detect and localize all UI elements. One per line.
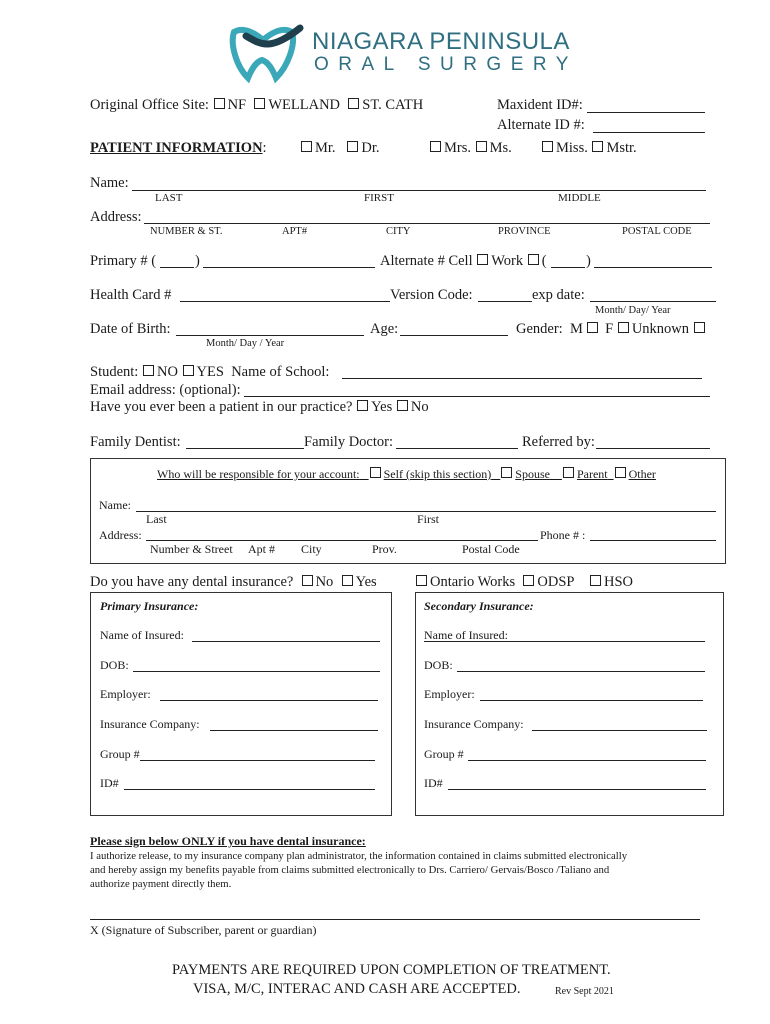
checkbox-unknown[interactable] bbox=[694, 322, 705, 333]
dob-field[interactable] bbox=[176, 335, 364, 336]
logo-line2: ORAL SURGERY bbox=[314, 54, 578, 75]
checkbox-miss[interactable] bbox=[542, 141, 553, 152]
office-site-row bbox=[90, 97, 423, 114]
responsible-phone-field[interactable] bbox=[590, 540, 716, 541]
primary-field-input[interactable] bbox=[192, 641, 380, 642]
version-code-field[interactable] bbox=[478, 301, 532, 302]
responsible-address-field[interactable] bbox=[146, 540, 538, 541]
age-label: Age: bbox=[370, 321, 399, 337]
gender-label: Gender: bbox=[516, 321, 563, 337]
checkbox-work[interactable] bbox=[528, 254, 539, 265]
exp-date-sub: Month/ Day/ Year bbox=[595, 305, 671, 316]
footer-line-2: VISA, M/C, INTERAC AND CASH ARE ACCEPTED. bbox=[193, 981, 521, 997]
dob-label: Date of Birth: bbox=[90, 321, 171, 337]
secondary-field-label: ID# bbox=[424, 776, 443, 790]
primary-field-input[interactable] bbox=[160, 700, 378, 701]
primary-insurance-box bbox=[90, 592, 392, 816]
patient-info-row: PATIENT INFORMATION: bbox=[90, 140, 267, 156]
name-sub-first: FIRST bbox=[364, 192, 394, 204]
secondary-field-label: DOB: bbox=[424, 658, 453, 672]
insurance-question: Do you have any dental insurance? bbox=[90, 574, 294, 590]
alternate-phone-row: Alternate # Cell Work ( bbox=[380, 253, 547, 269]
checkbox-female[interactable] bbox=[618, 322, 629, 333]
referred-by-label: Referred by: bbox=[522, 434, 595, 450]
checkbox-previous-yes[interactable] bbox=[357, 400, 368, 411]
address-sub-postal: POSTAL CODE bbox=[622, 226, 692, 237]
responsible-phone-label: Phone # : bbox=[540, 528, 586, 542]
primary-field-label: Insurance Company: bbox=[100, 717, 200, 731]
checkbox-other[interactable] bbox=[615, 467, 626, 478]
insurance-question-row: Do you have any dental insurance? No Yes bbox=[90, 574, 377, 590]
secondary-insurance-heading: Secondary Insurance: bbox=[424, 599, 534, 613]
secondary-field-input[interactable] bbox=[532, 730, 707, 731]
patient-info-heading: PATIENT INFORMATION bbox=[90, 140, 263, 156]
responsible-sub-first: First bbox=[417, 512, 440, 526]
primary-close-paren: ) bbox=[195, 253, 200, 269]
primary-insurance-heading: Primary Insurance: bbox=[100, 599, 199, 613]
title-mrs-ms: Mrs. Ms. bbox=[429, 140, 512, 157]
secondary-field-input[interactable] bbox=[457, 671, 705, 672]
responsible-sub-apt: Apt # bbox=[248, 542, 275, 556]
alternate-id-label: Alternate ID #: bbox=[497, 117, 585, 133]
address-field[interactable] bbox=[144, 223, 710, 224]
secondary-insurance-box bbox=[415, 592, 724, 816]
revision-label: Rev Sept 2021 bbox=[555, 986, 614, 997]
signature-label: X (Signature of Subscriber, parent or guardian) bbox=[90, 923, 317, 937]
student-row: Student: NO YES Name of School: bbox=[90, 364, 330, 380]
checkbox-self[interactable] bbox=[370, 467, 381, 478]
responsible-sub-street: Number & Street bbox=[150, 542, 233, 556]
primary-field-label: DOB: bbox=[100, 658, 129, 672]
name-sub-middle: MIDDLE bbox=[558, 192, 601, 204]
secondary-field-label: Name of Insured: bbox=[424, 628, 508, 642]
previous-patient-row: Have you ever been a patient in our practice? Yes No bbox=[90, 399, 429, 415]
alternate-phone-field[interactable] bbox=[594, 267, 712, 268]
consent-title: Please sign below ONLY if you have dental insurance: bbox=[90, 834, 366, 848]
logo-line1: NIAGARA PENINSULA bbox=[312, 28, 570, 55]
secondary-field-input[interactable] bbox=[424, 641, 705, 642]
secondary-field-input[interactable] bbox=[468, 760, 706, 761]
option-welland: WELLAND bbox=[268, 97, 341, 113]
secondary-field-input[interactable] bbox=[480, 700, 703, 701]
alternate-id-field[interactable] bbox=[593, 132, 705, 133]
family-doctor-label: Family Doctor: bbox=[304, 434, 394, 450]
checkbox-previous-no[interactable] bbox=[397, 400, 408, 411]
checkbox-spouse[interactable] bbox=[501, 467, 512, 478]
name-field[interactable] bbox=[132, 190, 706, 191]
office-site-label: Original Office Site: bbox=[90, 97, 209, 113]
address-label: Address: bbox=[90, 209, 142, 225]
checkbox-hso[interactable] bbox=[590, 575, 601, 586]
primary-field-label: Employer: bbox=[100, 687, 151, 701]
checkbox-parent[interactable] bbox=[563, 467, 574, 478]
email-field[interactable] bbox=[244, 396, 710, 397]
school-label: Name of School: bbox=[231, 364, 330, 380]
logo bbox=[226, 22, 576, 84]
responsible-question: Who will be responsible for your account: bbox=[157, 467, 360, 481]
family-dentist-label: Family Dentist: bbox=[90, 434, 181, 450]
insurance-programs-row: Ontario Works ODSP HSO bbox=[415, 574, 633, 591]
referred-by-field[interactable] bbox=[596, 448, 710, 449]
secondary-field-label: Group # bbox=[424, 747, 464, 761]
checkbox-insurance-no[interactable] bbox=[302, 575, 313, 586]
option-st-cath: ST. CATH bbox=[362, 97, 424, 113]
primary-field-input[interactable] bbox=[210, 730, 378, 731]
checkbox-insurance-yes[interactable] bbox=[342, 575, 353, 586]
secondary-field-label: Employer: bbox=[424, 687, 475, 701]
address-sub-province: PROVINCE bbox=[498, 226, 551, 237]
checkbox-ms[interactable] bbox=[476, 141, 487, 152]
family-dentist-field[interactable] bbox=[186, 448, 304, 449]
checkbox-ontario-works[interactable] bbox=[416, 575, 427, 586]
responsible-sub-last: Last bbox=[146, 512, 167, 526]
responsible-sub-prov: Prov. bbox=[372, 542, 397, 556]
alternate-close-paren: ) bbox=[586, 253, 591, 269]
primary-field-label: Name of Insured: bbox=[100, 628, 184, 642]
exp-date-label: exp date: bbox=[532, 287, 585, 303]
checkbox-male[interactable] bbox=[587, 322, 598, 333]
title-mr-dr: Mr. Dr. bbox=[300, 140, 380, 157]
responsible-row: Who will be responsible for your account: Self (skip this section) Spouse Parent Other bbox=[157, 467, 656, 481]
dob-sub: Month/ Day / Year bbox=[206, 338, 285, 349]
checkbox-nf[interactable] bbox=[214, 98, 225, 109]
checkbox-student-no[interactable] bbox=[143, 365, 154, 376]
student-label: Student: bbox=[90, 364, 139, 380]
health-card-field[interactable] bbox=[180, 301, 390, 302]
consent-line-1: I authorize release, to my insurance company plan administrator, the information contained in claims submitted electronically bbox=[90, 850, 628, 862]
alternate-area-field[interactable] bbox=[551, 267, 585, 268]
checkbox-odsp[interactable] bbox=[523, 575, 534, 586]
checkbox-student-yes[interactable] bbox=[183, 365, 194, 376]
primary-field-input[interactable] bbox=[133, 671, 380, 672]
primary-area-field[interactable] bbox=[160, 267, 194, 268]
address-sub-apt: APT# bbox=[282, 226, 308, 237]
exp-date-field[interactable] bbox=[590, 301, 716, 302]
family-doctor-field[interactable] bbox=[396, 448, 518, 449]
gender-row: Gender: M F Unknown bbox=[516, 321, 708, 338]
primary-phone-label: Primary # ( bbox=[90, 253, 157, 269]
checkbox-st-cath[interactable] bbox=[348, 98, 359, 109]
alternate-phone-label: Alternate # Cell bbox=[380, 253, 473, 269]
address-sub-street: NUMBER & ST. bbox=[150, 226, 223, 237]
consent-line-3: authorize payment directly them. bbox=[90, 878, 232, 890]
email-label: Email address: (optional): bbox=[90, 382, 241, 398]
address-sub-city: CITY bbox=[386, 226, 411, 237]
tooth-logo-icon bbox=[226, 22, 306, 84]
signature-field[interactable] bbox=[90, 919, 700, 920]
maxident-label: Maxident ID#: bbox=[497, 97, 583, 113]
checkbox-dr[interactable] bbox=[347, 141, 358, 152]
checkbox-mrs[interactable] bbox=[430, 141, 441, 152]
checkbox-mr[interactable] bbox=[301, 141, 312, 152]
primary-field-label: Group # bbox=[100, 747, 140, 761]
title-miss-mstr: Miss. Mstr. bbox=[541, 140, 637, 157]
primary-phone-field[interactable] bbox=[203, 267, 375, 268]
previous-patient-label: Have you ever been a patient in our practice? bbox=[90, 399, 353, 415]
name-sub-last: LAST bbox=[155, 192, 183, 204]
responsible-address-label: Address: bbox=[99, 528, 142, 542]
school-field[interactable] bbox=[342, 378, 702, 379]
primary-field-input[interactable] bbox=[140, 760, 375, 761]
secondary-field-input[interactable] bbox=[448, 789, 706, 790]
checkbox-welland[interactable] bbox=[254, 98, 265, 109]
primary-field-input[interactable] bbox=[124, 789, 375, 790]
secondary-field-label: Insurance Company: bbox=[424, 717, 524, 731]
checkbox-mstr[interactable] bbox=[592, 141, 603, 152]
responsible-name-label: Name: bbox=[99, 498, 131, 512]
health-card-label: Health Card # bbox=[90, 287, 172, 303]
checkbox-cell[interactable] bbox=[477, 254, 488, 265]
footer-line-1: PAYMENTS ARE REQUIRED UPON COMPLETION OF TREATMENT. bbox=[172, 962, 611, 978]
responsible-sub-postal: Postal Code bbox=[462, 542, 520, 556]
responsible-sub-city: City bbox=[301, 542, 322, 556]
maxident-field[interactable] bbox=[587, 112, 705, 113]
age-field[interactable] bbox=[400, 335, 508, 336]
option-nf: NF bbox=[227, 97, 247, 113]
primary-field-label: ID# bbox=[100, 776, 119, 790]
name-label: Name: bbox=[90, 175, 129, 191]
consent-line-2: and hereby assign my benefits payable from claims submitted electronically to Drs. Carriero/ Gervais/Bosco /Taliano and bbox=[90, 864, 610, 876]
version-code-label: Version Code: bbox=[390, 287, 473, 303]
